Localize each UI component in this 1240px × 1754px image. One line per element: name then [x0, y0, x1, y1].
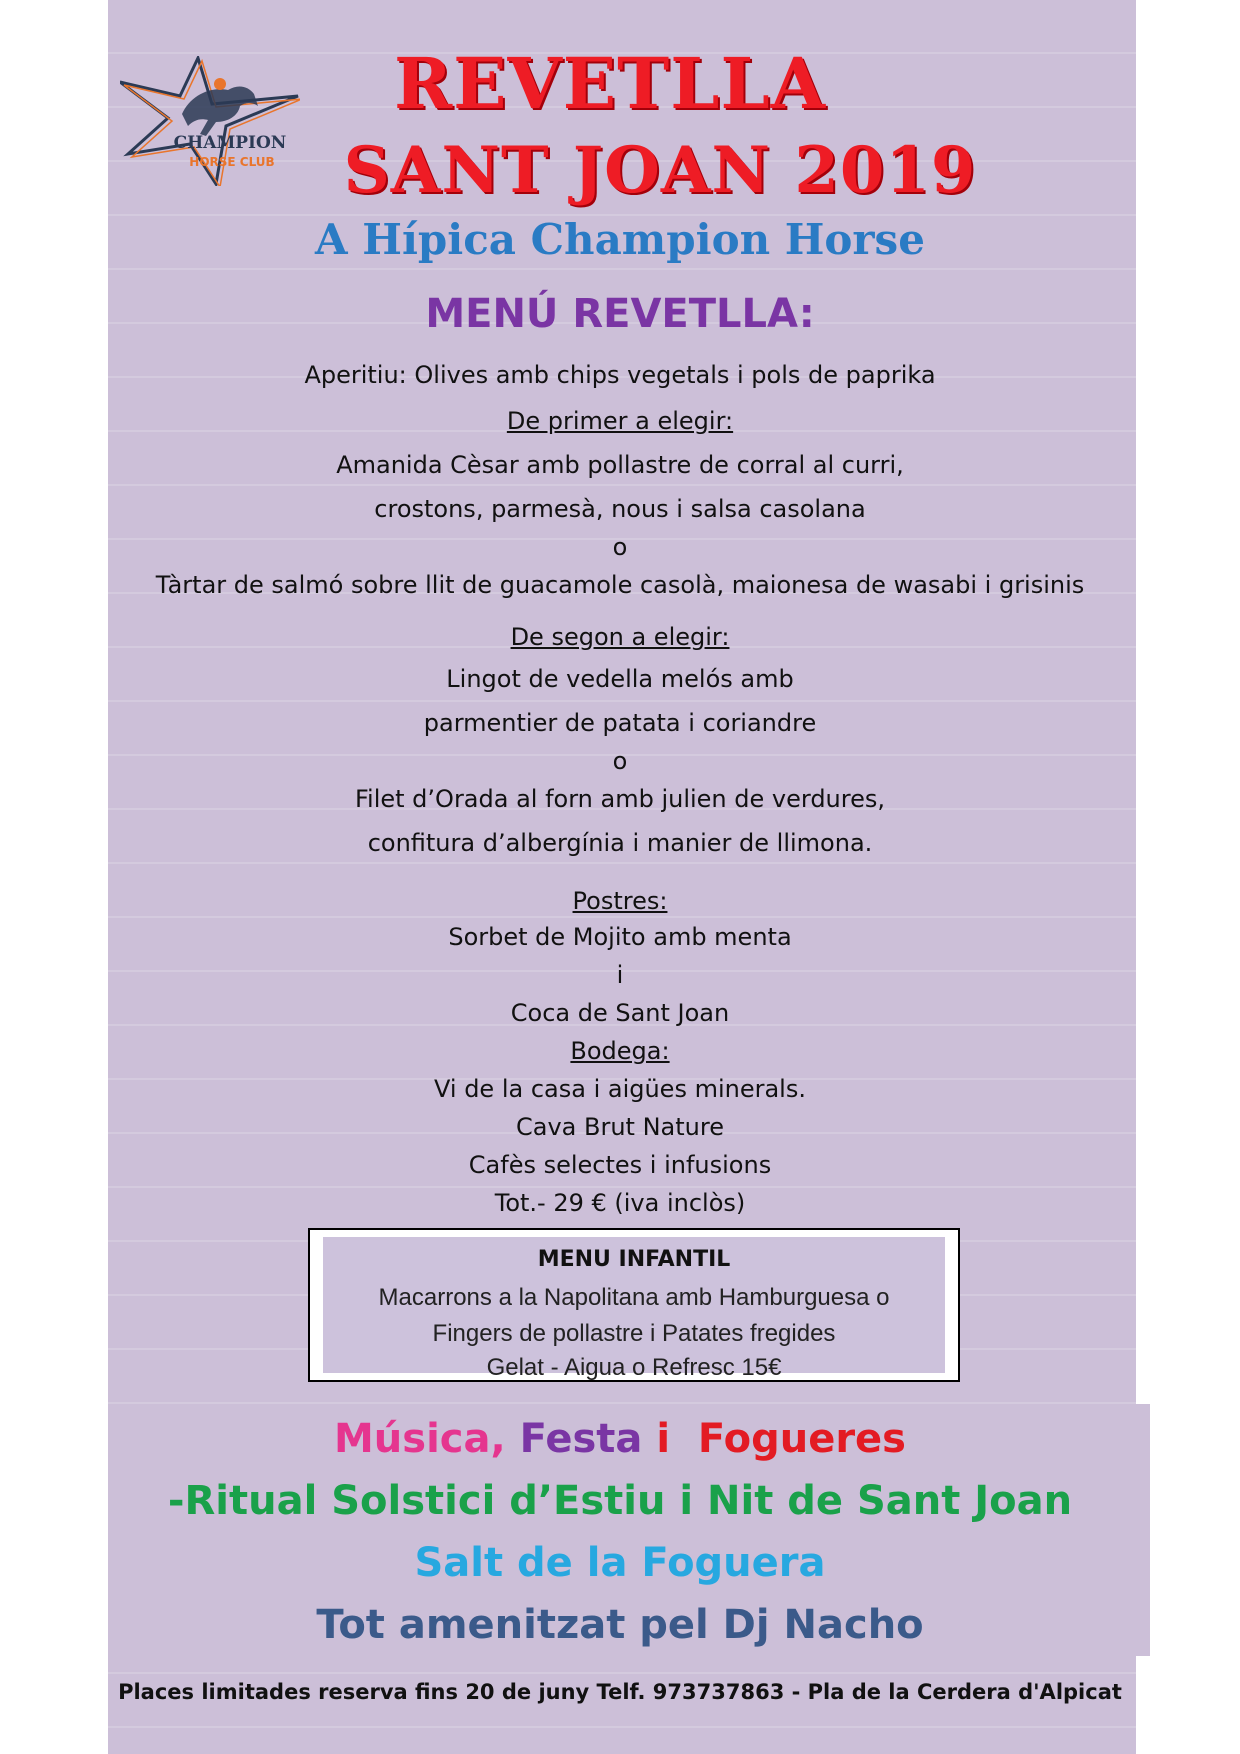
- footer-info: Places limitades reserva fins 20 de juny Telf. 973737863 - Pla de la Cerdera d'Alpicat: [118, 1680, 1122, 1704]
- i-text: i: [656, 1416, 671, 1462]
- bodega-heading: Bodega:: [570, 1037, 670, 1065]
- or-separator-1: o: [612, 533, 628, 561]
- primer-heading: De primer a elegir:: [506, 407, 734, 435]
- primer-option-2: Tàrtar de salmó sobre llit de guacamole casolà, maionesa de wasabi i grisinis: [155, 571, 1085, 599]
- menu-infantil-box: [308, 1228, 960, 1382]
- primer-option-1b: crostons, parmesà, nous i salsa casolana: [374, 495, 866, 523]
- aperitiu-line: Aperitiu: Olives amb chips vegetals i pols de paprika: [304, 361, 936, 389]
- logo-text-horse-club: HORSE CLUB: [189, 155, 275, 169]
- menu-infantil-line-2: Fingers de pollastre i Patates fregides: [432, 1320, 836, 1347]
- logo-text-champion: CHAMPION: [173, 133, 287, 153]
- title-revetlla: REVETLLA: [393, 42, 827, 125]
- and-separator: i: [616, 961, 624, 989]
- primer-option-1a: Amanida Cèsar amb pollastre de corral al curri,: [336, 451, 904, 479]
- bodega-item-3: Cafès selectes i infusions: [468, 1151, 772, 1179]
- fogueres-text: Fogueres: [697, 1416, 906, 1462]
- postres-item-2: Coca de Sant Joan: [510, 999, 730, 1027]
- postres-heading: Postres:: [572, 887, 668, 915]
- postres-item-1: Sorbet de Mojito amb menta: [448, 923, 792, 951]
- menu-infantil-heading: MENU INFANTIL: [537, 1247, 731, 1272]
- menu-infantil-line-3: Gelat - Aigua o Refresc 15€: [486, 1354, 782, 1381]
- menu-infantil-panel: [323, 1237, 945, 1381]
- menu-infantil-line-1: Macarrons a la Napolitana amb Hamburguesa o: [378, 1284, 890, 1311]
- price-line: Tot.- 29 € (iva inclòs): [494, 1189, 746, 1217]
- bodega-item-2: Cava Brut Nature: [516, 1113, 724, 1141]
- champion-horse-club-logo: [120, 56, 300, 186]
- segon-option-2b: confitura d’albergínia i manier de llimona.: [367, 829, 873, 857]
- or-separator-2: o: [612, 747, 628, 775]
- segon-option-1a: Lingot de vedella melós amb: [446, 665, 794, 693]
- bodega-item-1: Vi de la casa i aigües minerals.: [434, 1075, 806, 1103]
- salt-line: Salt de la Foguera: [414, 1540, 826, 1586]
- ritual-line: -Ritual Solstici d’Estiu i Nit de Sant Joan: [167, 1478, 1073, 1524]
- musica-text: Música,: [333, 1416, 506, 1462]
- dj-line: Tot amenitzat pel Dj Nacho: [316, 1602, 924, 1648]
- segon-heading: De segon a elegir:: [510, 623, 730, 651]
- segon-option-1b: parmentier de patata i coriandre: [423, 709, 817, 737]
- events-line-1: [0, 1414, 1240, 1464]
- subtitle: A Hípica Champion Horse: [315, 215, 925, 264]
- title-sant-joan: SANT JOAN 2019: [343, 133, 977, 208]
- menu-heading: MENÚ REVETLLA:: [425, 291, 815, 337]
- festa-text: Festa: [519, 1416, 643, 1462]
- segon-option-2a: Filet d’Orada al forn amb julien de verdures,: [354, 785, 885, 813]
